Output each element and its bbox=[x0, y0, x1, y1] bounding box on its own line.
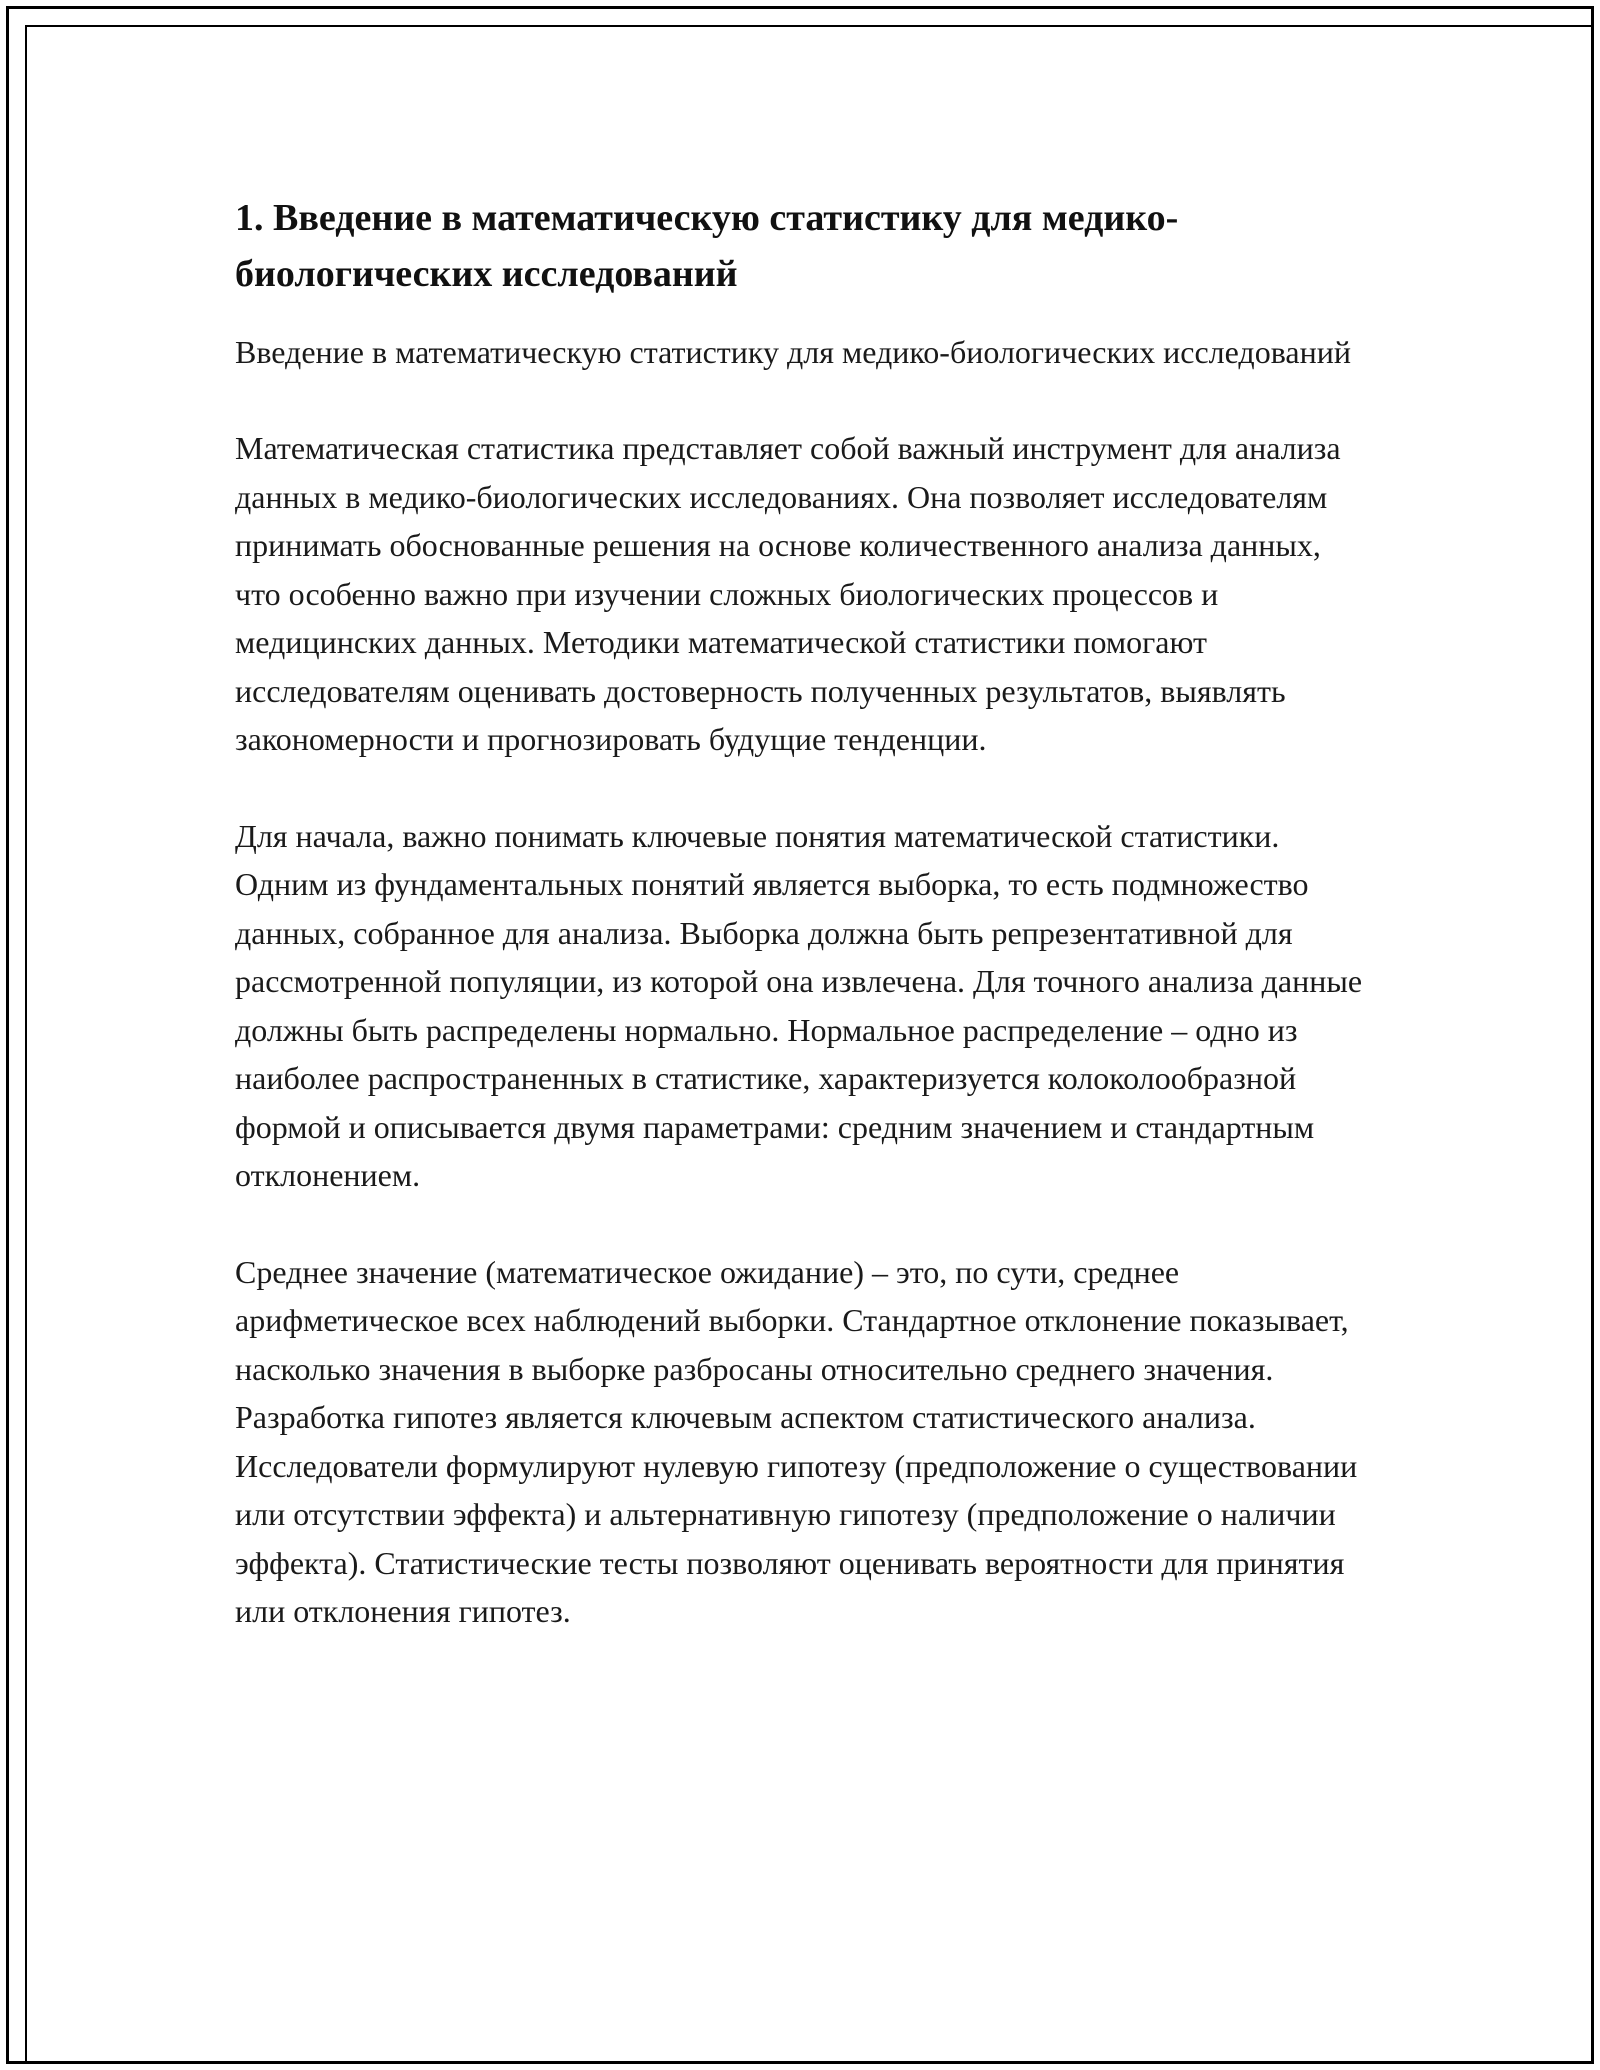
document-title: 1. Введение в математическую статистику для медико-биологических исследований bbox=[235, 197, 1179, 295]
document-page bbox=[235, 190, 1370, 1684]
document-subtitle: Введение в математическую статистику для медико-биологических исследований bbox=[235, 334, 1351, 370]
paragraph-3: Среднее значение (математическое ожидание) – это, по сути, среднее арифметическое всех наблюдений выборки. Стандартное отклонение показывает, насколько значения в выборке разбросаны относительно среднего значения. Разработка гипотез является ключевым аспектом статистического анализа. Исследователи формулируют нулевую гипотезу (предположение о существовании или отсутствии эффекта) и альтернативную гипотезу (предположение о наличии эффекта). Статистические тесты позволяют оценивать вероятности для принятия или отклонения гипотез. bbox=[235, 1253, 1358, 1629]
paragraph-1: Математическая статистика представляет собой важный инструмент для анализа данных в медико-биологических исследованиях. Она позволяет исследователям принимать обоснованные решения на основе количественного анализа данных, что особенно важно при изучении сложных биологических процессов и медицинских данных. Методики математической статистики помогают исследователям оценивать достоверность полученных результатов, выявлять закономерности и прогнозировать будущие тенденции. bbox=[235, 430, 1341, 757]
paragraph-2: Для начала, важно понимать ключевые понятия математической статистики. Одним из фундаментальных понятий является выборка, то есть подмножество данных, собранное для анализа. Выборка должна быть репрезентативной для рассмотренной популяции, из которой она извлечена. Для точного анализа данные должны быть распределены нормально. Нормальное распределение – одно из наиболее распространенных в статистике, характеризуется колоколообразной формой и описывается двумя параметрами: средним значением и стандартным отклонением. bbox=[235, 817, 1363, 1193]
